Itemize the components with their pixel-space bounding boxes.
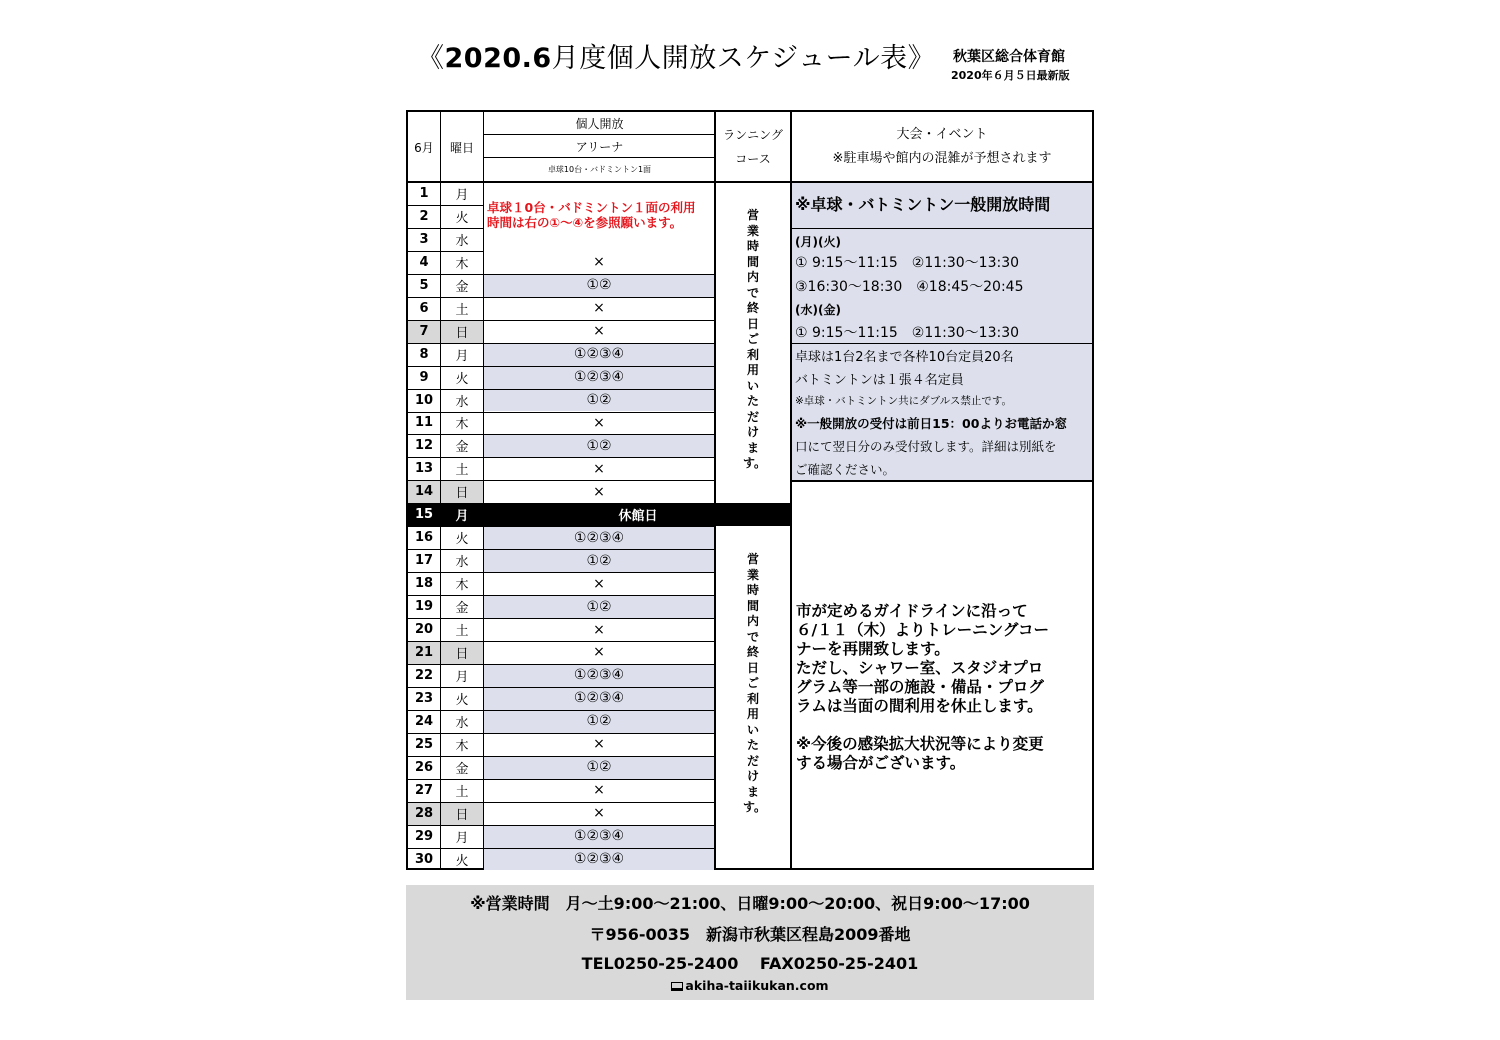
weekday-cell: 木 [455, 417, 469, 433]
info-line: (月)(火) [795, 235, 841, 249]
day-number: 29 [414, 828, 434, 844]
arena-slot: ①②③④ [484, 526, 714, 549]
day-number: 23 [414, 690, 434, 706]
day-number: 27 [414, 782, 434, 798]
info-line: ※一般開放の受付は前日15：00よりお電話か窓 [795, 416, 1067, 431]
venue-name: 秋葉区総合体育館 [953, 49, 1065, 65]
day-number: 20 [414, 622, 434, 638]
header-arena-note: 卓球10台・バドミントン1面 [547, 164, 652, 174]
day-number: 4 [419, 254, 429, 270]
arena-slot: ①② [484, 549, 714, 572]
weekday-cell: 金 [455, 601, 469, 617]
weekday-cell: 金 [455, 279, 469, 295]
arena-slot: ①② [484, 756, 714, 779]
day-number: 10 [414, 392, 434, 408]
header-running: ランニング コース [723, 128, 783, 166]
day-number: 22 [414, 667, 434, 683]
arena-slot: ①②③④ [484, 664, 714, 687]
arena-usage-note: 卓球１0台・バドミントン１面の利用 時間は右の①～④を参照願います。 [487, 200, 696, 230]
weekday-cell: 火 [455, 532, 469, 548]
weekday-cell: 日 [441, 320, 483, 343]
weekday-cell: 土 [455, 302, 469, 318]
arena-slot: × [593, 460, 605, 477]
weekday-cell: 水 [455, 394, 469, 410]
info-line: (水)(金) [795, 303, 841, 317]
day-number: 7 [408, 320, 440, 343]
day-number: 15 [408, 503, 440, 526]
open-hours-title: ※卓球・バトミントン一般開放時間 [795, 195, 1051, 214]
arena-slot: × [593, 575, 605, 592]
day-number: 26 [414, 759, 434, 775]
weekday-cell: 土 [455, 463, 469, 479]
info-line: ※卓球・バトミントン共にダブルス禁止です。 [795, 395, 1013, 407]
arena-slot: ①②③④ [484, 848, 714, 871]
weekday-cell: 日 [441, 480, 483, 503]
weekday-cell: 土 [455, 624, 469, 640]
website[interactable] [406, 978, 1094, 993]
weekday-cell: 土 [455, 784, 469, 800]
header-weekday: 曜日 [449, 140, 474, 155]
weekday-cell: 金 [455, 440, 469, 456]
info-line: 卓球は1台2名まで各枠10台定員20名 [795, 350, 1014, 365]
day-number: 9 [419, 369, 429, 385]
info-line: ① 9:15～11:15 ②11:30～13:30 [795, 255, 1020, 271]
weekday-cell: 月 [441, 503, 483, 526]
arena-slot: × [593, 644, 605, 661]
day-number: 21 [408, 641, 440, 664]
day-number: 6 [419, 300, 429, 316]
phone-fax: TEL0250-25-2400 FAX0250-25-2401 [581, 954, 919, 973]
weekday-cell: 火 [455, 853, 469, 869]
header-personal: 個人開放 [575, 116, 624, 131]
arena-slot: × [593, 805, 605, 822]
day-number: 2 [419, 208, 429, 224]
day-number: 24 [414, 713, 434, 729]
weekday-cell: 月 [455, 187, 469, 203]
page-title: 《2020.6月度個人開放スケジュール表》 [417, 43, 936, 74]
weekday-cell: 日 [441, 641, 483, 664]
arena-slot: ①② [484, 274, 714, 297]
weekday-cell: 水 [455, 715, 469, 731]
header-arena: アリーナ [575, 139, 624, 154]
day-number: 13 [414, 461, 434, 477]
weekday-cell: 木 [455, 256, 469, 272]
reopening-notice: 市が定めるガイドラインに沿って ６/１１（木）よりトレーニングコー ナーを再開致します。 ただし、シャワー室、スタジオプロ グラム等一部の施設・備品・プログ ラムは当面の間利用を休止します。 ※今後の感染拡大状況等により変更 する場合がございます。 [796, 602, 1050, 772]
day-number: 16 [414, 530, 434, 546]
weekday-cell: 金 [455, 761, 469, 777]
weekday-cell: 月 [455, 830, 469, 846]
arena-slot: × [593, 736, 605, 753]
arena-slot: ①② [484, 389, 714, 412]
day-number: 30 [414, 851, 434, 867]
info-line: ③16:30～18:30 ④18:45～20:45 [795, 279, 1024, 295]
day-number: 19 [414, 599, 434, 615]
day-number: 8 [419, 346, 429, 362]
weekday-cell: 火 [455, 692, 469, 708]
day-number: 28 [408, 802, 440, 825]
footer-info [406, 885, 1094, 1000]
header-month: 6月 [414, 140, 434, 155]
day-number: 25 [414, 736, 434, 752]
weekday-cell: 火 [455, 371, 469, 387]
website-link[interactable]: akiha-taiikukan.com [685, 978, 829, 993]
arena-slot: ①②③④ [484, 825, 714, 848]
open-hours-box [792, 182, 1092, 480]
weekday-cell: 月 [455, 348, 469, 364]
day-number: 1 [419, 185, 429, 201]
updated-date: 2020年６月５日最新版 [951, 69, 1070, 82]
arena-slot: × [593, 300, 605, 317]
arena-slot: ①② [484, 434, 714, 457]
closed-day-bar: 休館日 [484, 503, 792, 526]
day-number: 3 [419, 231, 429, 247]
address: 〒956-0035 新潟市秋葉区程島2009番地 [589, 925, 911, 944]
weekday-cell: 木 [455, 578, 469, 594]
arena-slot: × [593, 483, 605, 500]
business-hours: ※営業時間 月～土9:00～21:00、日曜9:00～20:00、祝日9:00～17:00 [470, 894, 1030, 913]
arena-slot: × [593, 323, 605, 340]
info-line: 口にて翌日分のみ受付致します。詳細は別紙を [795, 439, 1057, 454]
arena-slot: × [593, 782, 605, 799]
day-number: 11 [414, 415, 434, 431]
day-number: 12 [414, 438, 434, 454]
info-line: ① 9:15～11:15 ②11:30～13:30 [795, 325, 1020, 341]
day-number: 14 [408, 480, 440, 503]
schedule-table [406, 110, 1094, 870]
arena-slot: × [593, 621, 605, 638]
arena-slot: × [593, 414, 605, 431]
day-number: 17 [414, 553, 434, 569]
running-note-top: 営業時間内で終日ご利用いただけます。 [743, 208, 767, 470]
day-number: 5 [419, 277, 429, 293]
weekday-cell: 火 [455, 210, 469, 226]
weekday-cell: 水 [455, 555, 469, 571]
arena-slot: × [593, 254, 605, 271]
computer-icon [671, 982, 683, 991]
weekday-cell: 月 [455, 669, 469, 685]
arena-slot: ①②③④ [484, 343, 714, 366]
weekday-cell: 木 [455, 738, 469, 754]
weekday-cell: 水 [455, 233, 469, 249]
arena-slot: ①② [484, 595, 714, 618]
arena-slot: ①②③④ [484, 366, 714, 389]
header-event: 大会・イベント ※駐車場や館内の混雑が予想されます [832, 127, 1052, 166]
running-note-bottom: 営業時間内で終日ご利用いただけます。 [743, 552, 767, 814]
info-line: ご確認ください。 [795, 462, 896, 477]
weekday-cell: 日 [441, 802, 483, 825]
day-number: 18 [414, 576, 434, 592]
info-line: バトミントンは１張４名定員 [795, 373, 964, 388]
arena-slot: ①②③④ [484, 687, 714, 710]
arena-slot: ①② [484, 710, 714, 733]
